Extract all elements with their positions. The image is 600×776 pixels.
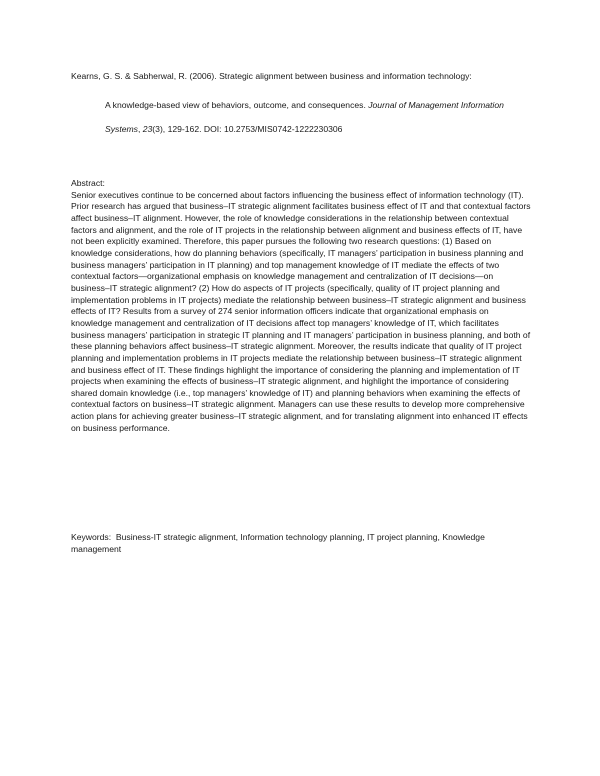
citation-hanging-lines: [105, 93, 541, 141]
citation-title-continued: A knowledge-based view of behaviors, outcome, and consequences.: [105, 100, 369, 110]
abstract-section: [71, 178, 531, 434]
journal-name: Journal of Management Information Systems: [105, 100, 504, 134]
citation-issue-pages-doi: (3), 129-162. DOI: 10.2753/MIS0742-1222230306: [152, 124, 343, 134]
journal-volume: 23: [142, 124, 153, 134]
abstract-body: Senior executives continue to be concerned about factors influencing the business effect of information technology (IT). Prior research has argued that business–IT strategic alignment facilitates business effect of IT and that contextual factors affect business–IT alignment. However, the role of knowledge considerations in the relationship between contextual factors and alignment, and the role of IT projects in the relationship between alignment and business effects of IT, have not been explicitly examined. Therefore, this paper pursues the following two research questions: (1) Based on knowledge considerations, how do planning behaviors (specifically, IT managers’ participation in business planning and business managers’ participation in IT planning) and top management knowledge of IT mediate the effects of two contextual factors—organizational emphasis on knowledge management and centralization of IT decisions—on business–IT strategic alignment? (2) How do aspects of IT projects (specifically, quality of IT project planning and implementation problems in IT projects) mediate the relationship between business–IT strategic alignment and business effects of IT? Results from a survey of 274 senior information officers indicate that organizational emphasis on knowledge management and centralization of IT decisions affect top managers’ knowledge of IT, which facilitates business managers’ participation in strategic IT planning and IT managers’ participation in business planning, and both of these planning behaviors affect business–IT strategic alignment. Moreover, the results indicate that quality of IT project planning and implementation problems in IT projects mediate the relationship between business–IT strategic alignment and business effect of IT. These findings highlight the importance of considering the planning and implementation of IT projects when examining the effects of business–IT strategic alignment, and highlight the importance of considering shared domain knowledge (i.e., top managers’ knowledge of IT) and planning behaviors when examining the effects of contextual factors on business–IT strategic alignment. Managers can use these results to develop more comprehensive action plans for achieving greater business–IT strategic alignment, and for translating alignment into enhanced IT effects on business performance.: [71, 189, 531, 433]
keywords-label: Keywords:: [71, 532, 112, 542]
keywords-section: [71, 531, 531, 555]
citation: [71, 70, 541, 141]
citation-first-line: Kearns, G. S. & Sabherwal, R. (2006). Strategic alignment between business and information technology:: [71, 71, 472, 81]
citation-comma: ,: [137, 124, 143, 134]
abstract-heading: Abstract:: [71, 178, 105, 188]
keywords-text: Business-IT strategic alignment, Information technology planning, IT project planning, Knowledge management: [71, 532, 485, 554]
